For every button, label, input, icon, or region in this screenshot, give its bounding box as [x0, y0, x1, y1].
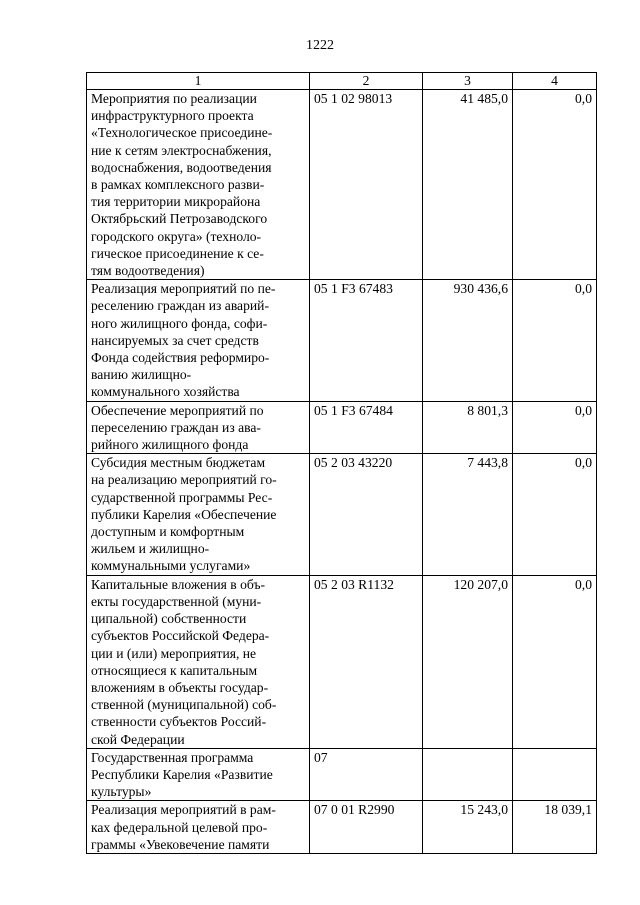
row-name-cell — [87, 401, 310, 454]
row-code-cell: 05 1 02 98013 — [310, 90, 423, 280]
column-header-1: 1 — [87, 73, 310, 90]
column-header-3: 3 — [423, 73, 513, 90]
row-name-line: гическое присоединение к се- — [91, 245, 264, 261]
row-name-line: культуры» — [91, 784, 152, 800]
row-value-4-cell — [513, 748, 597, 801]
column-header-2: 2 — [310, 73, 423, 90]
row-name-line: Республики Карелия «Развитие — [91, 766, 273, 782]
row-name-line: Обеспечение мероприятий по — [91, 402, 264, 418]
row-name-line: коммунальными услугами» — [91, 558, 251, 574]
row-name-cell — [87, 575, 310, 748]
row-name-line: Реализация мероприятий в рам- — [91, 802, 276, 818]
row-name-line: Государственная программа — [91, 749, 254, 765]
row-value-4-cell: 18 039,1 — [513, 801, 597, 854]
row-name-cell — [87, 280, 310, 401]
row-code-cell: 05 2 03 43220 — [310, 454, 423, 575]
row-name-line: жильем и жилищно- — [91, 541, 210, 557]
table-row — [87, 90, 597, 280]
row-value-4-cell: 0,0 — [513, 280, 597, 401]
row-name-cell — [87, 801, 310, 854]
row-name-cell — [87, 748, 310, 801]
table-row — [87, 801, 597, 854]
page-number: 1222 — [306, 38, 334, 53]
table-row — [87, 748, 597, 801]
row-value-4-cell: 0,0 — [513, 575, 597, 748]
row-name-line: «Технологическое присоедине- — [91, 125, 273, 141]
row-name-line: водоснабжения, водоотведения — [91, 159, 272, 175]
row-name-line: переселению граждан из ава- — [91, 419, 261, 435]
table-row — [87, 454, 597, 575]
table-body — [87, 90, 597, 854]
row-code-cell: 05 1 F3 67483 — [310, 280, 423, 401]
row-value-4-cell: 0,0 — [513, 401, 597, 454]
row-name-line: на реализацию мероприятий го- — [91, 472, 277, 488]
row-value-3-cell: 120 207,0 — [423, 575, 513, 748]
row-value-4-cell: 0,0 — [513, 454, 597, 575]
row-name-line: Мероприятия по реализации — [91, 91, 257, 106]
row-code-cell: 05 2 03 R1132 — [310, 575, 423, 748]
row-value-4-cell: 0,0 — [513, 90, 597, 280]
row-name-line: тям водоотведения) — [91, 263, 205, 279]
row-name-line: Фонда содействия реформиро- — [91, 350, 270, 366]
row-name-line: сударственной программы Рес- — [91, 489, 273, 505]
row-name-line: Капитальные вложения в объ- — [91, 576, 266, 592]
row-name-line: доступным и комфортным — [91, 524, 245, 540]
table-row — [87, 280, 597, 401]
row-name-line: ственной (муниципальной) соб- — [91, 697, 277, 713]
row-name-line: екты государственной (муни- — [91, 593, 262, 609]
table-row — [87, 401, 597, 454]
row-name-line: ние к сетям электроснабжения, — [91, 142, 272, 158]
row-code-cell: 05 1 F3 67484 — [310, 401, 423, 454]
row-name-line: городского округа» (техноло- — [91, 228, 262, 244]
table-header-row — [87, 73, 597, 90]
row-value-3-cell: 41 485,0 — [423, 90, 513, 280]
row-code-cell: 07 — [310, 748, 423, 801]
row-name-line: ципальной) собственности — [91, 611, 247, 627]
row-value-3-cell: 15 243,0 — [423, 801, 513, 854]
row-name-line: Октябрьский Петрозаводского — [91, 211, 268, 227]
column-header-4: 4 — [513, 73, 597, 90]
row-name-line: граммы «Увековечение памяти — [91, 836, 270, 852]
row-name-line: ванию жилищно- — [91, 367, 192, 383]
row-name-line: относящиеся к капитальным — [91, 662, 258, 678]
row-name-line: Реализация мероприятий по пе- — [91, 281, 276, 297]
row-value-3-cell: 7 443,8 — [423, 454, 513, 575]
budget-table — [86, 72, 597, 854]
row-name-line: в рамках комплексного разви- — [91, 177, 265, 193]
row-name-line: ской Федерации — [91, 731, 185, 747]
row-name-line: коммунального хозяйства — [91, 384, 240, 400]
row-code-cell: 07 0 01 R2990 — [310, 801, 423, 854]
row-value-3-cell: 930 436,6 — [423, 280, 513, 401]
row-name-line: Субсидия местным бюджетам — [91, 455, 266, 471]
row-name-line: рийного жилищного фонда — [91, 437, 249, 453]
row-value-3-cell — [423, 748, 513, 801]
row-value-3-cell: 8 801,3 — [423, 401, 513, 454]
row-name-line: нансируемых за счет средств — [91, 332, 259, 348]
table-row — [87, 575, 597, 748]
row-name-line: публики Карелия «Обеспечение — [91, 506, 277, 522]
row-name-cell — [87, 90, 310, 280]
row-name-line: реселению граждан из аварий- — [91, 298, 269, 314]
row-name-line: инфраструктурного проекта — [91, 108, 254, 124]
row-name-line: ции и (или) мероприятия, не — [91, 645, 257, 661]
row-name-cell — [87, 454, 310, 575]
row-name-line: субъектов Российской Федера- — [91, 628, 270, 644]
row-name-line: ного жилищного фонда, софи- — [91, 315, 268, 331]
row-name-line: ках федеральной целевой про- — [91, 819, 268, 835]
row-name-line: вложениям в объекты государ- — [91, 679, 269, 695]
row-name-line: ственности субъектов Россий- — [91, 714, 267, 730]
row-name-line: тия территории микрорайона — [91, 194, 261, 210]
